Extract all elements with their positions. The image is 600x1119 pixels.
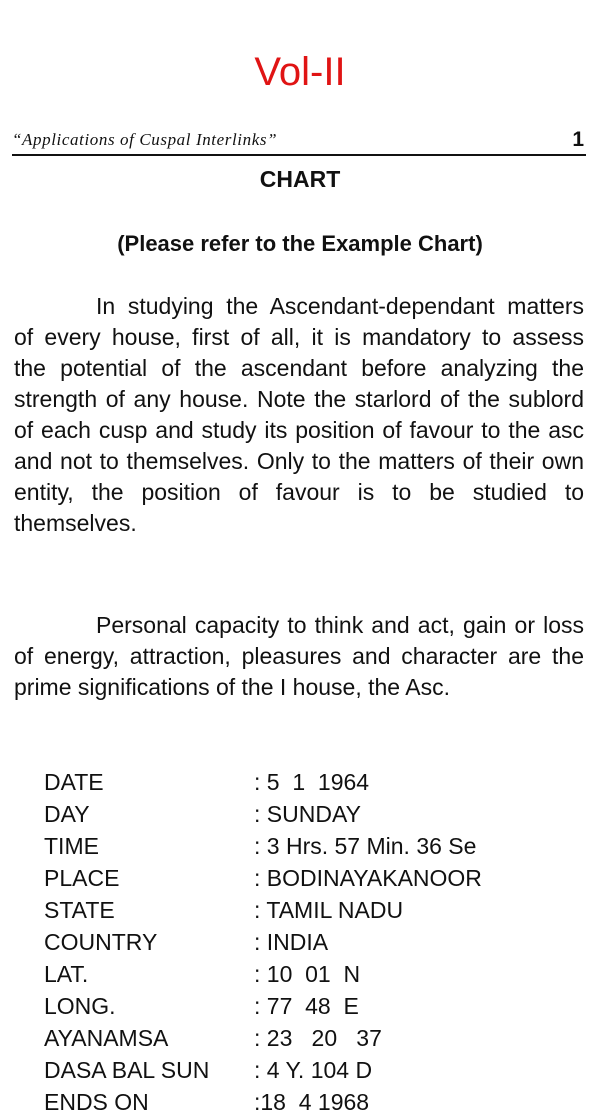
detail-label: COUNTRY (44, 929, 158, 955)
volume-title: Vol-II (254, 50, 346, 94)
detail-label: DATE (44, 769, 104, 795)
detail-row-state (44, 894, 584, 926)
detail-label: ENDS ON (44, 1089, 149, 1115)
running-head: “Applications of Cuspal Interlinks” (12, 130, 278, 149)
paragraph-2: Personal capacity to think and act, gain or loss of energy, attraction, pleasures and character are the prime significations of the I house, the Asc. (14, 612, 584, 700)
page-header (12, 128, 586, 156)
chart-heading: CHART (259, 166, 341, 192)
detail-label: AYANAMSA (44, 1025, 169, 1051)
detail-label: STATE (44, 897, 115, 923)
detail-label: LAT. (44, 961, 89, 987)
detail-label: LONG. (44, 993, 116, 1019)
detail-row-place (44, 862, 584, 894)
detail-row-ayanamsa (44, 1022, 584, 1054)
detail-value: : 3 Hrs. 57 Min. 36 Se (254, 833, 477, 859)
detail-label: TIME (44, 833, 99, 859)
subheading: (Please refer to the Example Chart) (117, 231, 483, 256)
detail-row-long (44, 990, 584, 1022)
chart-details (44, 766, 584, 1118)
detail-row-day (44, 798, 584, 830)
page-number: 1 (572, 128, 584, 151)
detail-row-dasa-bal (44, 1054, 584, 1086)
detail-value: : 5 1 1964 (254, 769, 370, 795)
detail-value: : BODINAYAKANOOR (254, 865, 482, 891)
detail-value: : 77 48 E (254, 993, 359, 1019)
detail-value: : 23 20 37 (254, 1025, 382, 1051)
detail-value: :18 4 1968 (254, 1089, 370, 1115)
detail-value: : TAMIL NADU (254, 897, 404, 923)
detail-value: : 4 Y. 104 D (254, 1057, 373, 1083)
detail-row-country (44, 926, 584, 958)
detail-row-date (44, 766, 584, 798)
detail-value: : INDIA (254, 929, 329, 955)
detail-value: : 10 01 N (254, 961, 361, 987)
detail-label: PLACE (44, 865, 120, 891)
detail-row-lat (44, 958, 584, 990)
detail-value: : SUNDAY (254, 801, 361, 827)
paragraph-1: In studying the Ascendant-dependant matters of every house, first of all, it is mandatory to assess the potential of the ascendant before analyzing the strength of any house. Note the starlord of the sublord of each cusp and study its position of favour to the asc and not to themselves. Only to the matters of their own entity, the position of favour is to be studied to themselves. (14, 293, 584, 536)
detail-row-ends-on (44, 1086, 584, 1118)
detail-label: DASA BAL SUN (44, 1057, 210, 1083)
detail-label: DAY (44, 801, 90, 827)
detail-row-time (44, 830, 584, 862)
